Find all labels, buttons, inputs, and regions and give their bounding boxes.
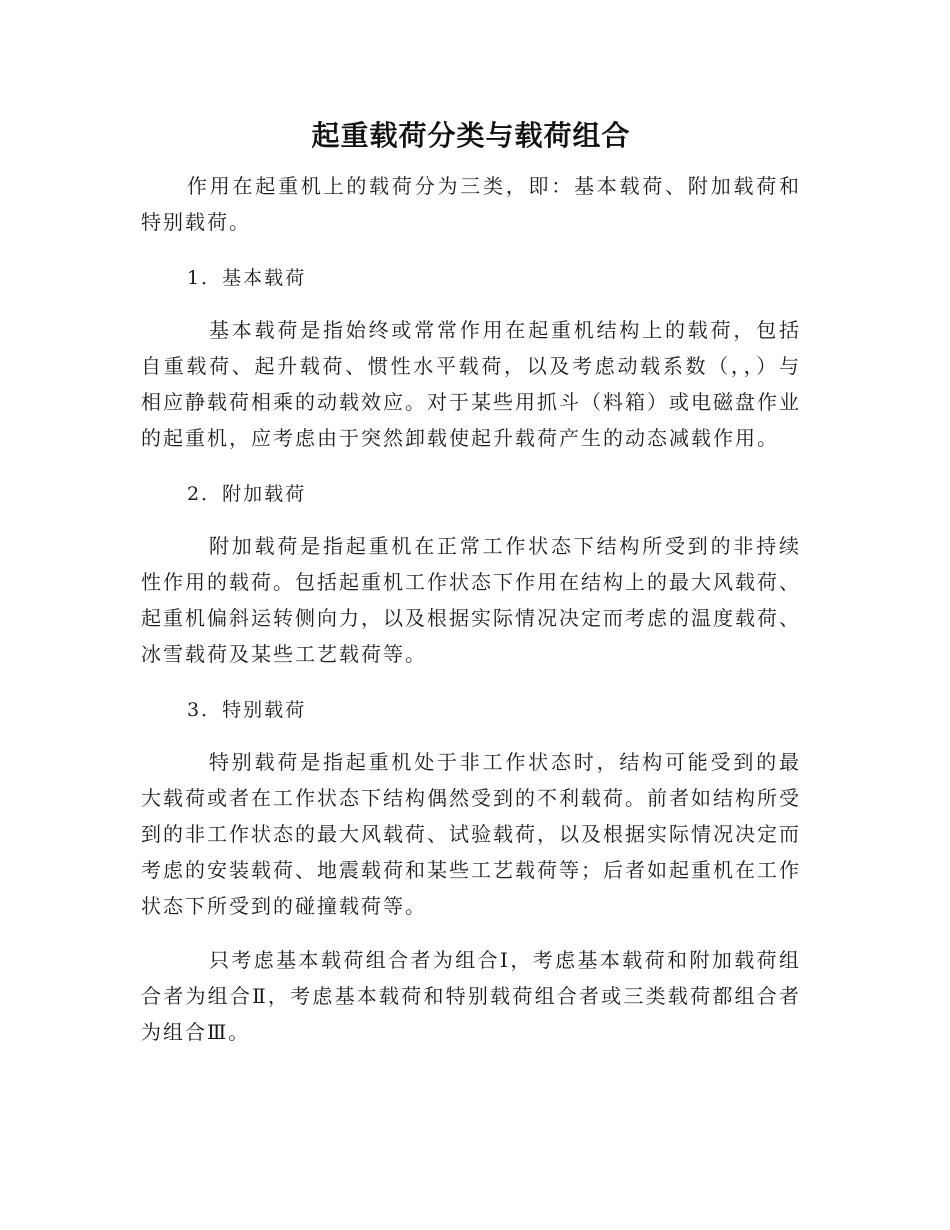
section-body-additional-load: 附加载荷是指起重机在正常工作状态下结构所受到的非持续性作用的载荷。包括起重机工作状态下作用在结构上的最大风载荷、起重机偏斜运转侧向力，以及根据实际情况决定而考虑的温度载荷、冰雪载荷及某些工艺载荷等。 [141,534,801,666]
document-title: 起重载荷分类与载荷组合 [311,119,631,152]
intro-paragraph: 作用在起重机上的载荷分为三类，即：基本载荷、附加载荷和特别载荷。 [141,174,801,234]
section-heading-special-load: 3．特别载荷 [187,699,307,721]
section-body-special-load: 特别载荷是指起重机处于非工作状态时，结构可能受到的最大载荷或者在工作状态下结构偶然受到的不利载荷。前者如结构所受到的非工作状态的最大风载荷、试验载荷，以及根据实际情况决定而考虑的安装载荷、地震载荷和某些工艺载荷等；后者如起重机在工作状态下所受到的碰撞载荷等。 [141,750,801,918]
section-heading-additional-load: 2．附加载荷 [187,483,307,505]
section-heading-basic-load: 1．基本载荷 [187,267,307,289]
load-combination-paragraph: 只考虑基本载荷组合者为组合Ⅰ，考虑基本载荷和附加载荷组合者为组合Ⅱ，考虑基本载荷和特别载荷组合者或三类载荷都组合者为组合Ⅲ。 [141,948,801,1044]
document-page [141,100,801,1050]
section-body-basic-load: 基本载荷是指始终或常常作用在起重机结构上的载荷，包括自重载荷、起升载荷、惯性水平载荷，以及考虑动载系数（，，）与相应静载荷相乘的动载效应。对于某些用抓斗（料箱）或电磁盘作业的起重机，应考虑由于突然卸载使起升载荷产生的动态减载作用。 [141,318,801,450]
